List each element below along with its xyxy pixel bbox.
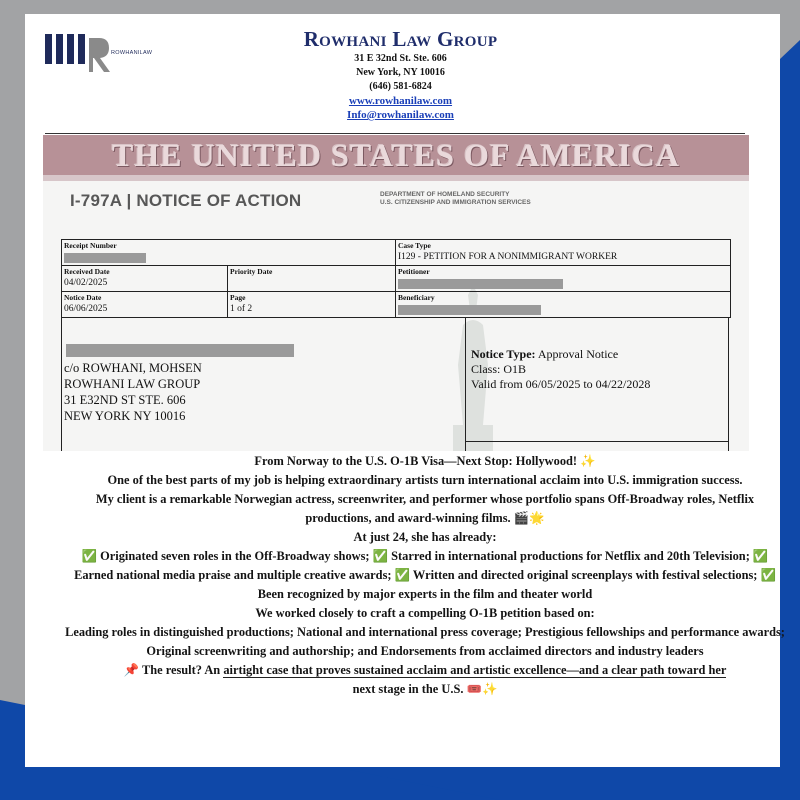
firm-website-link[interactable]: www.rowhanilaw.com (348, 95, 453, 107)
class-line: Class: O1B (471, 362, 527, 376)
recipient-name-redacted (66, 344, 294, 357)
notice-type-box-divider (465, 317, 466, 451)
notice-banner (43, 135, 749, 175)
logo-text: ROWHANILAW (111, 50, 153, 56)
department-heading (380, 191, 531, 207)
banner-text: THE UNITED STATES OF AMERICA (112, 137, 680, 173)
notice-type-box-bottom (465, 441, 729, 442)
case-type-value: I129 - PETITION FOR A NONIMMIGRANT WORKER (398, 252, 618, 262)
rowhani-logo (45, 34, 165, 84)
beneficiary-cell (396, 291, 730, 317)
valid-line: Valid from 06/05/2025 to 04/22/2028 (471, 377, 651, 391)
petitioner-label: Petitioner (398, 267, 430, 276)
page-label: Page (230, 293, 246, 302)
notice-date-label: Notice Date (64, 293, 102, 302)
beneficiary-label: Beneficiary (398, 293, 435, 302)
receipt-number-label: Receipt Number (64, 241, 117, 250)
post-basis: Leading roles in distinguished productions; National and international press coverage; Prestigious fellowships and performance awards; Original screenwriting and authorship; and Endorsements from acclaimed directors and industry leaders (65, 625, 785, 658)
result-highlight: airtight case that proves sustained acclaim and artistic excellence—and a clear path toward her (223, 663, 727, 677)
firm-phone: (646) 581-6824 (369, 81, 432, 92)
notice-date-cell (62, 291, 228, 317)
address-line-1: c/o ROWHANI, MOHSEN (64, 361, 202, 375)
firm-address-1: 31 E 32nd St. Ste. 606 (354, 53, 447, 64)
post-card (25, 14, 785, 767)
mailing-address (64, 360, 202, 424)
post-age-line: At just 24, she has already: (353, 530, 497, 544)
post-achievements: ✅ Originated seven roles in the Off-Broadway shows; ✅ Starred in international productions for Netflix and 20th Television; ✅ Earned national media praise and multiple creative awards; ✅ Written and directed original screenplays with festival selections; ✅ Been recognized by major experts in the film and theater world (74, 549, 776, 601)
received-date-cell (62, 265, 228, 291)
post-result-end: next stage in the U.S. 🎟️✨ (352, 682, 498, 696)
receipt-number-redacted (64, 253, 146, 263)
notice-type-block (471, 347, 650, 392)
case-type-label: Case Type (398, 241, 431, 250)
notice-date-value: 06/06/2025 (64, 304, 108, 314)
address-line-3: 31 E32ND ST STE. 606 (64, 393, 186, 407)
result-prefix: 📌 The result? An (123, 663, 224, 677)
page-value: 1 of 2 (230, 304, 253, 314)
petitioner-cell (396, 265, 730, 291)
address-line-4: NEW YORK NY 10016 (64, 409, 186, 423)
banner-underline (43, 175, 749, 181)
beneficiary-redacted (398, 305, 541, 315)
notice-type-value: Approval Notice (537, 347, 619, 361)
post-intro: One of the best parts of my job is helping extraordinary artists turn international acclaim into U.S. immigration success. (107, 473, 743, 487)
receipt-number-cell (62, 239, 396, 265)
address-line-2: ROWHANI LAW GROUP (64, 377, 201, 391)
dept-line-2: U.S. CITIZENSHIP AND IMMIGRATION SERVICES (380, 199, 531, 206)
priority-date-label: Priority Date (230, 267, 273, 276)
post-result (65, 661, 785, 680)
letterhead (293, 26, 508, 122)
post-worked-line: We worked closely to craft a compelling O-1B petition based on: (255, 606, 595, 620)
post-headline: From Norway to the U.S. O-1B Visa—Next Stop: Hollywood! ✨ (254, 454, 596, 468)
form-title: I-797A | NOTICE OF ACTION (70, 191, 302, 210)
notice-type-label: Notice Type: (471, 347, 536, 361)
firm-email-link[interactable]: Info@rowhanilaw.com (347, 109, 454, 121)
page-cell (228, 291, 396, 317)
petitioner-redacted (398, 279, 563, 289)
notice-document (43, 135, 749, 451)
header-divider (45, 133, 745, 134)
received-date-value: 04/02/2025 (64, 278, 108, 288)
case-info-grid (61, 239, 731, 318)
dept-line-1: DEPARTMENT OF HOMELAND SECURITY (380, 191, 510, 198)
received-date-label: Received Date (64, 267, 110, 276)
firm-name: Rowhani Law Group (303, 27, 498, 51)
post-client: My client is a remarkable Norwegian actress, screenwriter, and performer whose portfolio spans Off-Broadway roles, Netflix productions, and award-winning films. 🎬🌟 (95, 492, 755, 525)
firm-address-2: New York, NY 10016 (356, 67, 445, 78)
post-text (65, 452, 785, 699)
case-type-cell (396, 239, 730, 265)
priority-date-cell (228, 265, 396, 291)
